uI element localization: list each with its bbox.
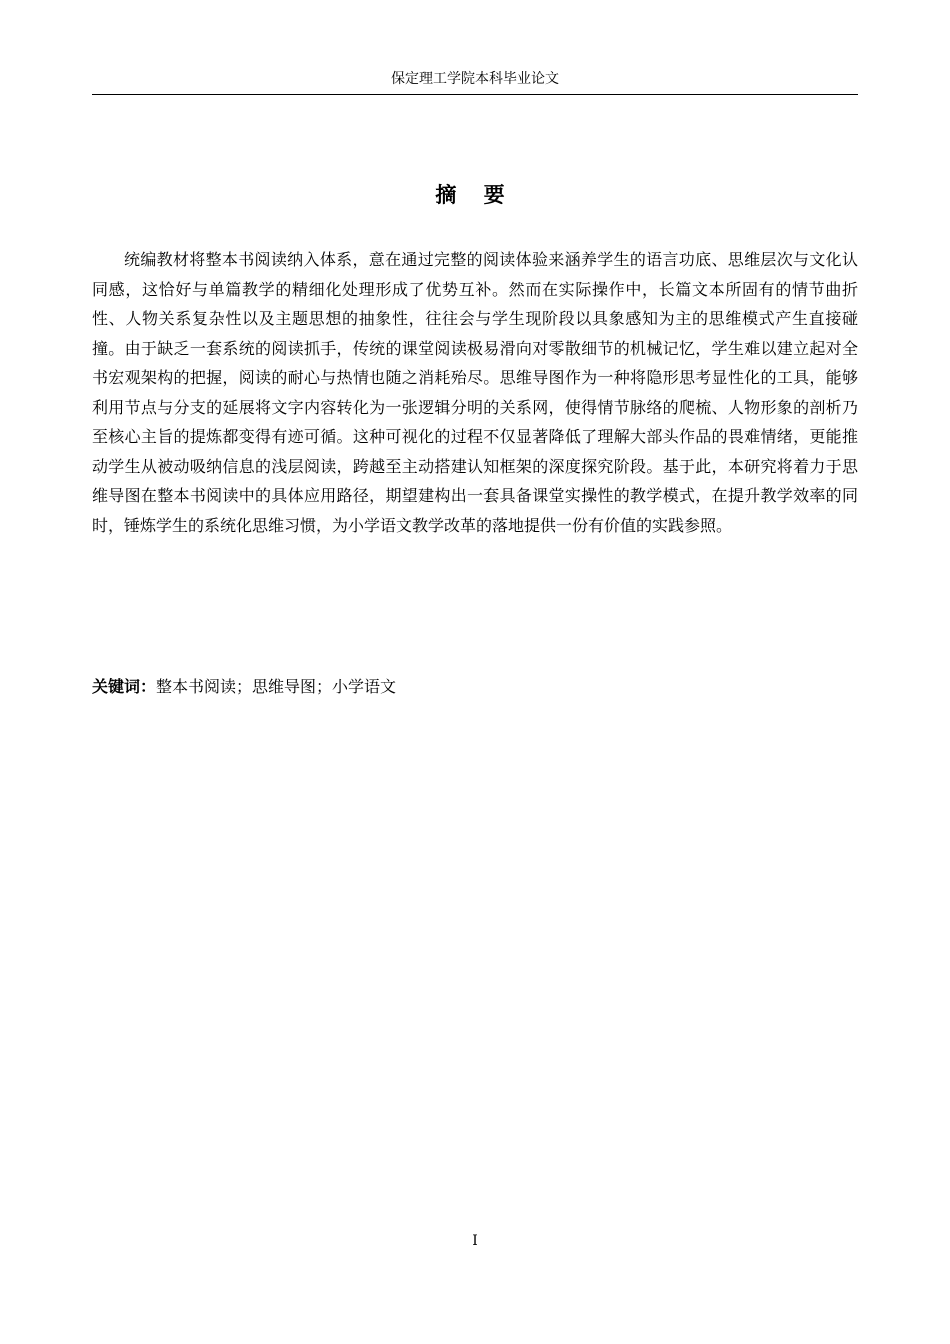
abstract-paragraph: 统编教材将整本书阅读纳入体系，意在通过完整的阅读体验来涵养学生的语言功底、思维层次与文化认同感，这恰好与单篇教学的精细化处理形成了优势互补。然而在实际操作中，长篇文本所固有的情节曲折性、人物关系复杂性以及主题思想的抽象性，往往会与学生现阶段以具象感知为主的思维模式产生直接碰撞。由于缺乏一套系统的阅读抓手，传统的课堂阅读极易滑向对零散细节的机械记忆，学生难以建立起对全书宏观架构的把握，阅读的耐心与热情也随之消耗殆尽。思维导图作为一种将隐形思考显性化的工具，能够利用节点与分支的延展将文字内容转化为一张逻辑分明的关系网，使得情节脉络的爬梳、人物形象的剖析乃至核心主旨的提炼都变得有迹可循。这种可视化的过程不仅显著降低了理解大部头作品的畏难情绪，更能推动学生从被动吸纳信息的浅层阅读，跨越至主动搭建认知框架的深度探究阶段。基于此，本研究将着力于思维导图在整本书阅读中的具体应用路径，期望建构出一套具备课堂实操性的教学模式，在提升教学效率的同时，锤炼学生的系统化思维习惯，为小学语文教学改革的落地提供一份有价值的实践参照。 xyxy=(92,250,858,535)
running-header: 保定理工学院本科毕业论文 xyxy=(391,71,559,87)
keywords-value: 整本书阅读；思维导图；小学语文 xyxy=(156,677,397,696)
keywords-label: 关键词： xyxy=(92,677,157,696)
header-divider xyxy=(92,94,858,95)
abstract-heading: 摘 要 xyxy=(435,183,515,207)
page-number: I xyxy=(472,1233,478,1249)
keywords-line xyxy=(92,675,858,699)
